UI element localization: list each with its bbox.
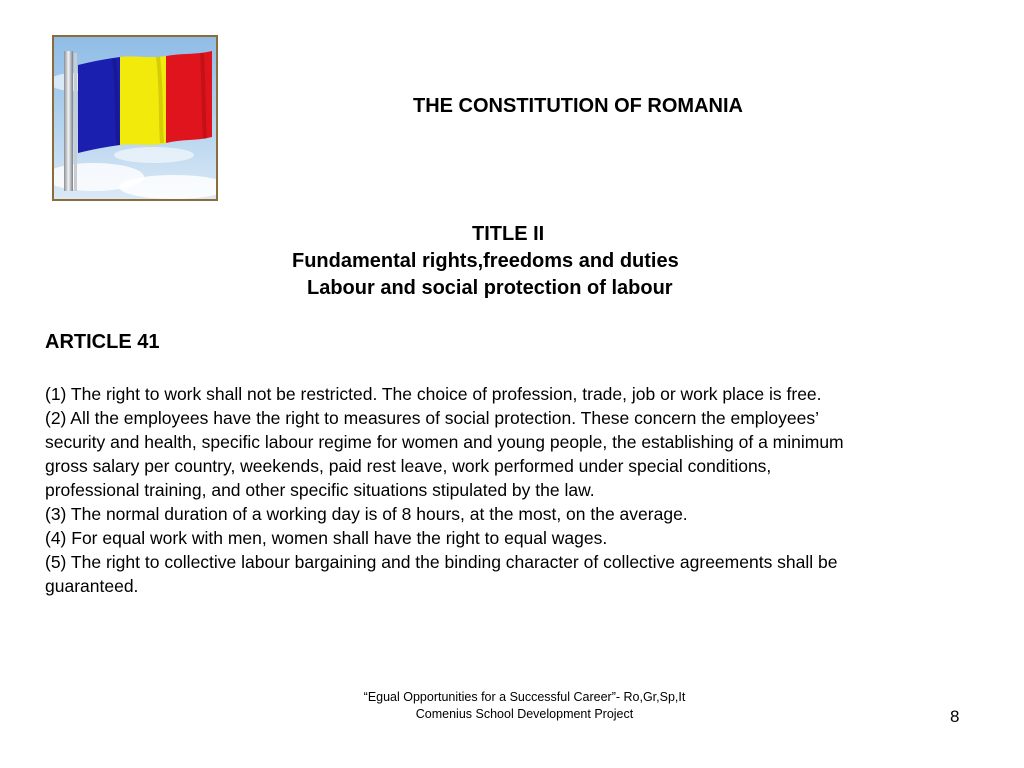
article-heading: ARTICLE 41 [45, 331, 160, 353]
article-line: professional training, and other specific situations stipulated by the law. [45, 480, 595, 500]
title-number: TITLE II [472, 223, 545, 245]
article-line: (2) All the employees have the right to measures of social protection. These concern the employees’ [45, 408, 819, 428]
article-line: (3) The normal duration of a working day is of 8 hours, at the most, on the average. [45, 504, 688, 524]
footer-note [300, 689, 749, 723]
title-heading: Fundamental rights,freedoms and duties [292, 250, 679, 272]
article-line: gross salary per country, weekends, paid rest leave, work performed under special conditions, [45, 456, 772, 476]
romania-flag-image [52, 35, 218, 201]
article-line: (5) The right to collective labour bargaining and the binding character of collective agreements shall be [45, 552, 838, 572]
article-body [45, 382, 1005, 598]
footer-project-name: Comenius School Development Project [415, 707, 634, 721]
article-line: (4) For equal work with men, women shall have the right to equal wages. [45, 528, 608, 548]
footer-project-title: “Egual Opportunities for a Successful Career”- Ro,Gr,Sp,It [363, 690, 686, 704]
article-line: guaranteed. [45, 576, 139, 596]
article-line: (1) The right to work shall not be restricted. The choice of profession, trade, job or work place is free. [45, 384, 822, 404]
article-line: security and health, specific labour regime for women and young people, the establishing of a minimum [45, 432, 844, 452]
page-number: 8 [950, 707, 960, 726]
title-subheading: Labour and social protection of labour [307, 277, 673, 299]
romania-flag-icon [54, 37, 216, 199]
slide-title: THE CONSTITUTION OF ROMANIA [413, 95, 743, 117]
